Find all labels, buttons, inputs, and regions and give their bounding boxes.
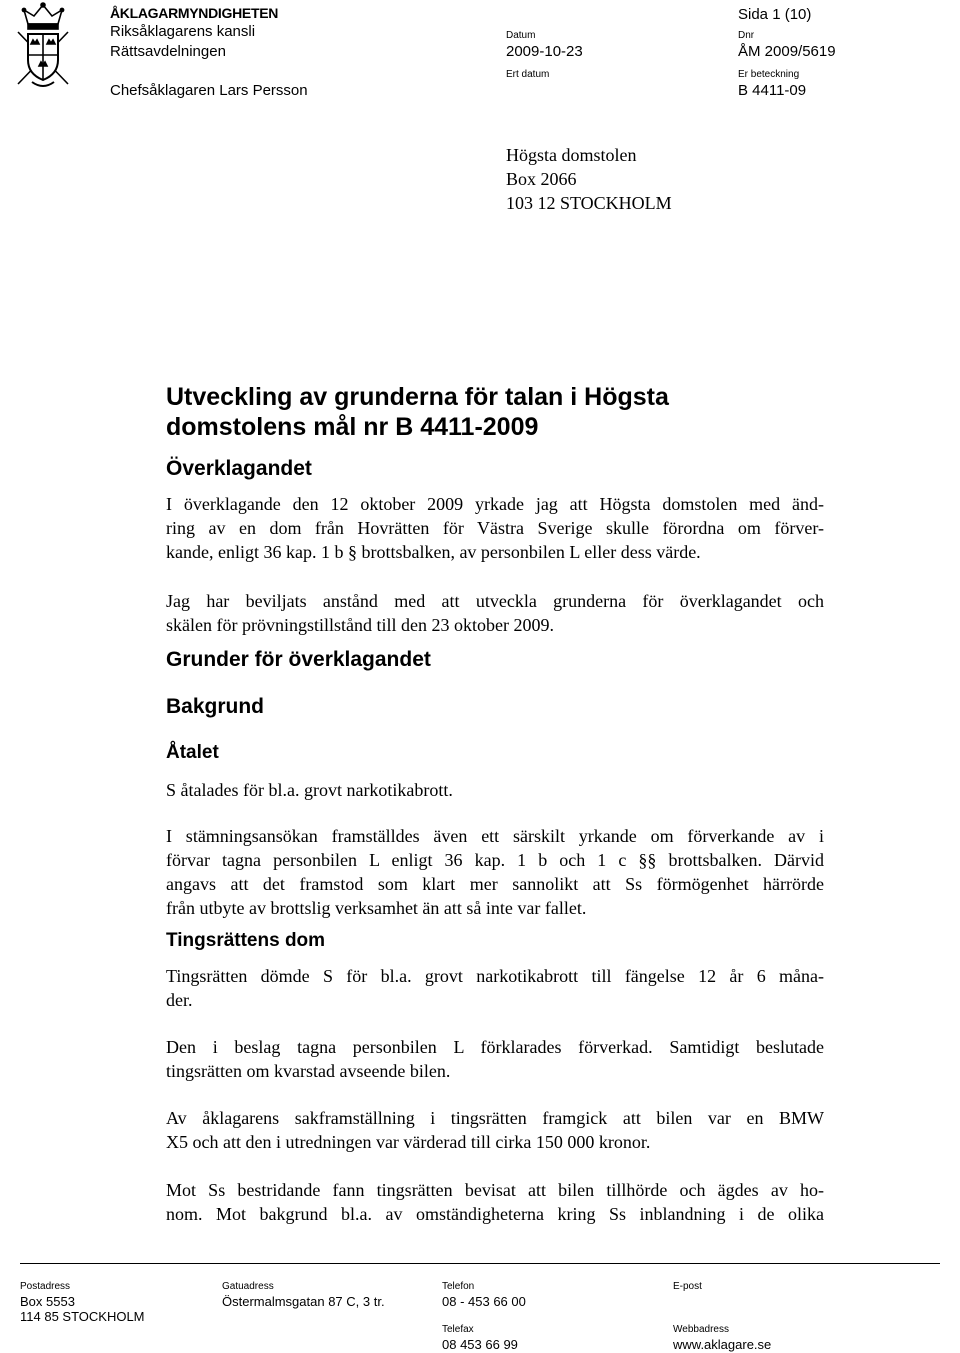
er-beteckning-label: Er beteckning — [738, 69, 800, 80]
postadress-label: Postadress — [20, 1281, 71, 1292]
recipient-line: Box 2066 — [506, 169, 577, 189]
paragraph-4 — [166, 824, 824, 920]
telefon-label: Telefon — [442, 1281, 475, 1292]
gatuadress-label: Gatuadress — [222, 1281, 274, 1292]
organization-name: ÅKLAGARMYNDIGHETEN — [110, 5, 279, 21]
paragraph-line: I överklagande den 12 oktober 2009 yrkade jag att Högsta domstolen med änd- — [166, 494, 824, 514]
unit-name: Riksåklagarens kansli — [110, 23, 256, 40]
webbadress-label: Webbadress — [673, 1324, 729, 1335]
paragraph-line: S åtalades för bl.a. grovt narkotikabrott. — [166, 780, 453, 800]
paragraph-line: Tingsrätten dömde S för bl.a. grovt narkotikabrott till fängelse 12 år 6 måna- — [166, 966, 824, 986]
paragraph-line: förvar tagna personbilen L enligt 36 kap. 1 b och 1 c §§ brottsbalken. Därvid — [166, 850, 824, 870]
paragraph-6 — [166, 1035, 824, 1083]
paragraph-line: angavs att det framstod som klart mer sannolikt att Ss förmögenhet härrörde — [166, 874, 824, 894]
telefon-value: 08 - 453 66 00 — [442, 1294, 526, 1309]
paragraph-line: nom. Mot bakgrund bl.a. av omständigheterna kring Ss inblandning i de olika — [166, 1204, 824, 1224]
heading-overklagandet: Överklagandet — [166, 457, 312, 480]
paragraph-line: Av åklagarens sakframställning i tingsrätten framgick att bilen var en BMW — [166, 1108, 824, 1128]
paragraph-line: från utbyte av brottslig verksamhet än att så inte var fallet. — [166, 898, 587, 918]
telefax-value: 08 453 66 99 — [442, 1337, 518, 1352]
paragraph-line: der. — [166, 990, 193, 1010]
datum-label: Datum — [506, 30, 536, 41]
paragraph-1 — [166, 492, 824, 564]
postadress-line: 114 85 STOCKHOLM — [20, 1309, 145, 1324]
paragraph-5 — [166, 964, 824, 1012]
paragraph-2 — [166, 589, 824, 637]
recipient-address — [506, 143, 672, 215]
author-name: Chefsåklagaren Lars Persson — [110, 82, 308, 99]
heading-atalet: Åtalet — [166, 742, 219, 763]
department-name: Rättsavdelningen — [110, 43, 226, 60]
epost-label: E-post — [673, 1281, 702, 1292]
heading-bakgrund: Bakgrund — [166, 695, 265, 718]
gatuadress-value: Östermalmsgatan 87 C, 3 tr. — [222, 1294, 385, 1309]
paragraph-line: ring av en dom från Hovrätten för Västra Sverige skulle förordna om förver- — [166, 518, 824, 538]
paragraph-8 — [166, 1178, 824, 1226]
ert-datum-label: Ert datum — [506, 69, 550, 80]
footer-divider — [20, 1263, 940, 1264]
er-beteckning-value: B 4411-09 — [738, 82, 807, 99]
recipient-line: 103 12 STOCKHOLM — [506, 193, 672, 213]
crown-logo-icon — [14, 2, 72, 90]
paragraph-line: kande, enligt 36 kap. 1 b § brottsbalken, av personbilen L eller dess värde. — [166, 542, 701, 562]
website-link[interactable]: www.aklagare.se — [673, 1337, 772, 1352]
paragraph-line: I stämningsansökan framställdes även ett särskilt yrkande om förverkande av i — [166, 826, 824, 846]
recipient-line: Högsta domstolen — [506, 145, 637, 165]
dnr-value: ÅM 2009/5619 — [738, 43, 836, 60]
page-info: Sida 1 (10) — [738, 6, 812, 23]
paragraph-line: skälen för prövningstillstånd till den 23 oktober 2009. — [166, 615, 554, 635]
datum-value: 2009-10-23 — [506, 43, 583, 60]
document-title — [166, 382, 669, 442]
dnr-label: Dnr — [738, 30, 755, 41]
paragraph-3 — [166, 778, 824, 802]
paragraph-line: Mot Ss bestridande fann tingsrätten bevisat att bilen tillhörde och ägdes av ho- — [166, 1180, 824, 1200]
heading-tingsrattens-dom: Tingsrättens dom — [166, 930, 326, 951]
paragraph-line: Jag har beviljats anstånd med att utveckla grunderna för överklagandet och — [166, 591, 824, 611]
paragraph-7 — [166, 1106, 824, 1154]
title-line: Utveckling av grunderna för talan i Högsta — [166, 383, 669, 411]
paragraph-line: X5 och att den i utredningen var värderad till cirka 150 000 kronor. — [166, 1132, 651, 1152]
title-line: domstolens mål nr B 4411-2009 — [166, 413, 539, 441]
paragraph-line: Den i beslag tagna personbilen L förklarades förverkad. Samtidigt beslutade — [166, 1037, 824, 1057]
paragraph-line: tingsrätten om kvarstad avseende bilen. — [166, 1061, 451, 1081]
telefax-label: Telefax — [442, 1324, 474, 1335]
postadress-line: Box 5553 — [20, 1294, 75, 1309]
heading-grunder: Grunder för överklagandet — [166, 648, 431, 671]
